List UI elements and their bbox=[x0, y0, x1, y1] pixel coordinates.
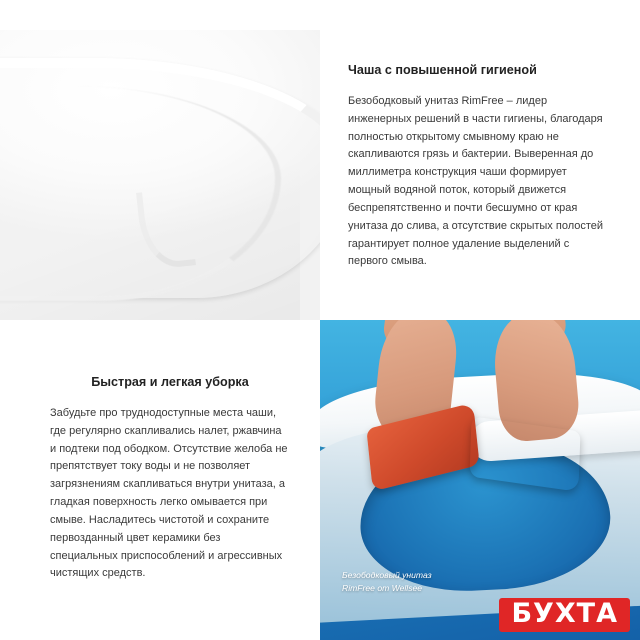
top-text-block bbox=[320, 0, 640, 320]
photo-caption-line1: Безободковый унитаз bbox=[342, 570, 432, 581]
photo-caption bbox=[342, 569, 432, 594]
top-heading: Чаша с повышенной гигиеной bbox=[348, 63, 537, 77]
cleaning-photo bbox=[320, 320, 640, 640]
photo-caption-line2: RimFree от Wellsee bbox=[342, 582, 423, 593]
bottom-heading: Быстрая и легкая уборка bbox=[91, 375, 249, 389]
toilet-bowl-photo bbox=[0, 0, 320, 320]
bottom-text-block bbox=[0, 320, 320, 640]
bottom-body-text: Забудьте про труднодоступные места чаши, где регулярно скапливались налет, ржавчина и подтеки под ободком. Отсутствие желоба не препятствует току воды и не позволяет загрязнениям скапливаться внутри унитаза, а гладкая поверхность легко омывается при смыве. Насладитесь чистотой и сохраните первозданный цвет керамики без специальных приспособлений и агрессивных чистящих средств. bbox=[50, 407, 288, 580]
top-body-text: Безободковый унитаз RimFree – лидер инженерных решений в части гигиены, благодаря полностью открытому смывному краю не скапливаются грязь и бактерии. Выверенная до миллиметра конструкция чаши формирует мощный водяной поток, который движется беспрепятственно и почти бесшумно от края унитаза до слива, а отсутствие скрытых полостей гарантирует полное удаление выделений с первого смыва. bbox=[348, 95, 604, 268]
photo-shadow bbox=[0, 150, 300, 320]
watermark-badge: БУХТА bbox=[499, 598, 630, 632]
bottom-section bbox=[0, 320, 640, 640]
